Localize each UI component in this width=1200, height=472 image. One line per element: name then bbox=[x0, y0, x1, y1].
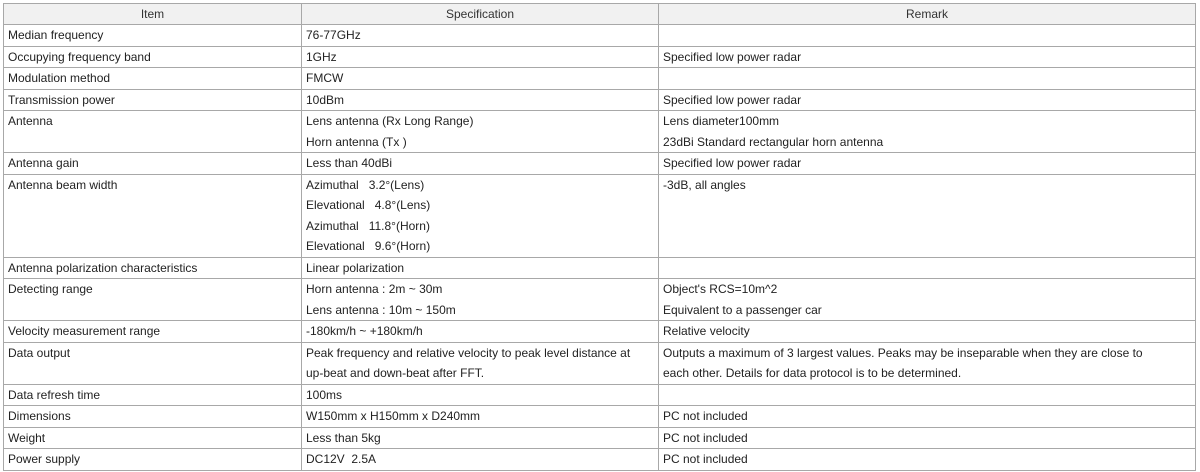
cell-item: Dimensions bbox=[4, 406, 302, 428]
cell-remark bbox=[659, 449, 1196, 471]
cell-specification bbox=[302, 68, 659, 90]
table-row bbox=[4, 321, 1196, 343]
remark-line: Outputs a maximum of 3 largest values. Peaks may be inseparable when they are close to bbox=[663, 345, 1143, 360]
spec-line: DC12V 2.5A bbox=[306, 452, 377, 466]
spec-line: Less than 5kg bbox=[306, 430, 381, 445]
cell-specification bbox=[302, 406, 659, 428]
spec-line: Linear polarization bbox=[306, 260, 405, 275]
cell-remark bbox=[659, 174, 1196, 257]
cell-item: Data output bbox=[4, 342, 302, 384]
cell-specification bbox=[302, 153, 659, 175]
cell-item: Data refresh time bbox=[4, 384, 302, 406]
spec-line: Peak frequency and relative velocity to peak level distance at bbox=[306, 345, 631, 360]
spec-line: Horn antenna : 2m ~ 30m bbox=[306, 282, 443, 296]
cell-remark bbox=[659, 89, 1196, 111]
header-row bbox=[4, 4, 1196, 25]
remark-line: Equivalent to a passenger car bbox=[663, 302, 822, 317]
spec-line: Less than 40dBi bbox=[306, 156, 393, 170]
cell-specification bbox=[302, 25, 659, 47]
header-specification: Specification bbox=[302, 4, 659, 25]
table-row bbox=[4, 257, 1196, 279]
cell-remark bbox=[659, 46, 1196, 68]
table-row bbox=[4, 279, 1196, 321]
remark-line: 23dBi Standard rectangular horn antenna bbox=[663, 134, 884, 149]
table-row bbox=[4, 111, 1196, 153]
cell-item: Velocity measurement range bbox=[4, 321, 302, 343]
table-row bbox=[4, 449, 1196, 471]
table-row bbox=[4, 46, 1196, 68]
spec-line: 100ms bbox=[306, 387, 343, 402]
cell-specification bbox=[302, 46, 659, 68]
cell-remark bbox=[659, 257, 1196, 279]
table-row bbox=[4, 68, 1196, 90]
cell-item: Transmission power bbox=[4, 89, 302, 111]
spec-line: W150mm x H150mm x D240mm bbox=[306, 409, 481, 423]
cell-remark bbox=[659, 111, 1196, 153]
cell-remark bbox=[659, 25, 1196, 47]
cell-specification bbox=[302, 342, 659, 384]
cell-specification bbox=[302, 257, 659, 279]
table-row bbox=[4, 89, 1196, 111]
spec-line: 1GHz bbox=[306, 49, 337, 64]
remark-line: PC not included bbox=[663, 409, 748, 423]
table-row bbox=[4, 427, 1196, 449]
remark-line: PC not included bbox=[663, 430, 748, 445]
cell-item: Power supply bbox=[4, 449, 302, 471]
remark-line: Lens diameter100mm bbox=[663, 114, 780, 128]
cell-remark bbox=[659, 153, 1196, 175]
cell-item: Modulation method bbox=[4, 68, 302, 90]
cell-specification bbox=[302, 427, 659, 449]
spec-line: Lens antenna : 10m ~ 150m bbox=[306, 302, 456, 317]
cell-item: Antenna polarization characteristics bbox=[4, 257, 302, 279]
cell-remark bbox=[659, 68, 1196, 90]
cell-item: Median frequency bbox=[4, 25, 302, 47]
cell-item: Antenna bbox=[4, 111, 302, 153]
spec-line: Azimuthal 3.2°(Lens) bbox=[306, 177, 425, 192]
remark-line: Specified low power radar bbox=[663, 92, 802, 107]
table-row bbox=[4, 174, 1196, 257]
cell-specification bbox=[302, 449, 659, 471]
header-remark: Remark bbox=[659, 4, 1196, 25]
cell-remark bbox=[659, 321, 1196, 343]
spec-line: -180km/h ~ +180km/h bbox=[306, 324, 423, 338]
cell-specification bbox=[302, 111, 659, 153]
remark-line: Specified low power radar bbox=[663, 156, 802, 170]
header-item: Item bbox=[4, 4, 302, 25]
remark-line: Object's RCS=10m^2 bbox=[663, 282, 778, 296]
spec-line: Horn antenna (Tx ) bbox=[306, 134, 407, 149]
table-row bbox=[4, 25, 1196, 47]
spec-line: 10dBm bbox=[306, 92, 345, 107]
remark-line: Relative velocity bbox=[663, 324, 750, 338]
table-body bbox=[4, 25, 1196, 471]
cell-item: Weight bbox=[4, 427, 302, 449]
cell-remark bbox=[659, 384, 1196, 406]
spec-line: up-beat and down-beat after FFT. bbox=[306, 366, 485, 380]
spec-line: Lens antenna (Rx Long Range) bbox=[306, 114, 474, 128]
table-row bbox=[4, 153, 1196, 175]
remark-line: -3dB, all angles bbox=[663, 177, 746, 192]
spec-table bbox=[3, 3, 1196, 471]
cell-remark bbox=[659, 406, 1196, 428]
cell-remark bbox=[659, 342, 1196, 384]
table-row bbox=[4, 342, 1196, 384]
spec-line: 76-77GHz bbox=[306, 28, 361, 42]
table-row bbox=[4, 406, 1196, 428]
cell-specification bbox=[302, 279, 659, 321]
cell-specification bbox=[302, 384, 659, 406]
cell-item: Detecting range bbox=[4, 279, 302, 321]
cell-specification bbox=[302, 89, 659, 111]
spec-line: Elevational 4.8°(Lens) bbox=[306, 198, 431, 212]
remark-line: each other. Details for data protocol is to be determined. bbox=[663, 366, 962, 380]
cell-specification bbox=[302, 174, 659, 257]
cell-item: Antenna beam width bbox=[4, 174, 302, 257]
spec-line: Azimuthal 11.8°(Horn) bbox=[306, 218, 430, 233]
spec-line: FMCW bbox=[306, 71, 344, 85]
cell-item: Antenna gain bbox=[4, 153, 302, 175]
remark-line: Specified low power radar bbox=[663, 49, 802, 64]
table-row bbox=[4, 384, 1196, 406]
remark-line: PC not included bbox=[663, 452, 748, 466]
spec-line: Elevational 9.6°(Horn) bbox=[306, 239, 431, 253]
cell-specification bbox=[302, 321, 659, 343]
cell-remark bbox=[659, 279, 1196, 321]
cell-remark bbox=[659, 427, 1196, 449]
cell-item: Occupying frequency band bbox=[4, 46, 302, 68]
